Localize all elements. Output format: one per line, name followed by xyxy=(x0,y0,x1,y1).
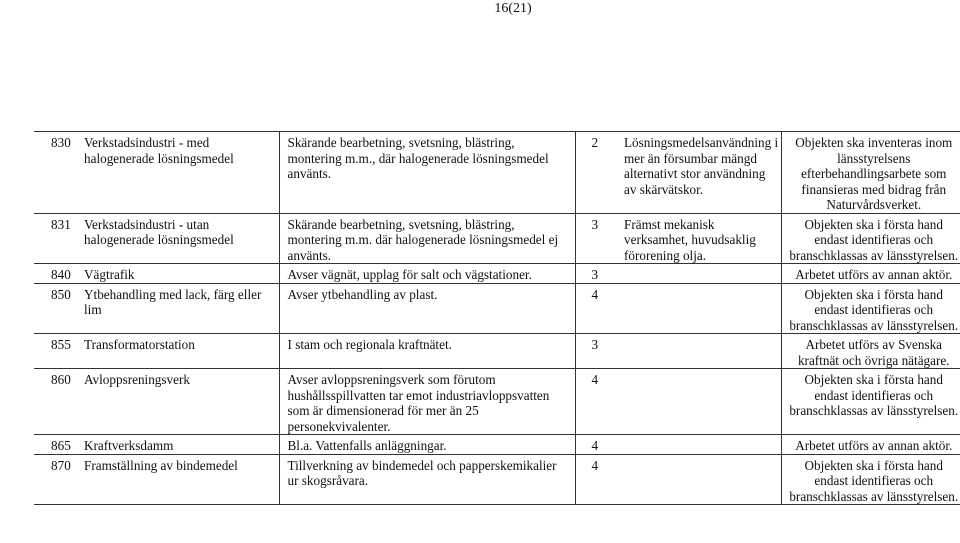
comment: Objekten ska i första hand endast identifieras och branschklassas av länsstyrelsen. xyxy=(781,283,960,334)
table-row xyxy=(34,283,960,334)
risk-class: 4 xyxy=(575,454,616,505)
risk-cause xyxy=(616,369,781,435)
branch-name: Verkstadsindustri - utan halogenerade lösningsmedel xyxy=(82,213,279,264)
branch-description: Avser ytbehandling av plast. xyxy=(279,283,575,334)
comment: Arbetet utförs av Svenska kraftnät och övriga nätägare. xyxy=(781,334,960,369)
branch-code: 860 xyxy=(34,369,82,435)
table-row xyxy=(34,454,960,505)
branch-code: 870 xyxy=(34,454,82,505)
comment: Objekten ska i första hand endast identifieras och branschklassas av länsstyrelsen. xyxy=(781,369,960,435)
risk-cause xyxy=(616,435,781,455)
branch-name: Avloppsreningsverk xyxy=(82,369,279,435)
risk-cause xyxy=(616,454,781,505)
risk-cause: Främst mekanisk verksamhet, huvudsaklig förorening olja. xyxy=(616,213,781,264)
risk-cause xyxy=(616,264,781,284)
page-number: 16(21) xyxy=(494,1,532,16)
comment: Arbetet utförs av annan aktör. xyxy=(781,264,960,284)
branch-description: Skärande bearbetning, svetsning, blästring, montering m.m. där halogenerade lösningsmedel ej använts. xyxy=(279,213,575,264)
risk-class: 4 xyxy=(575,435,616,455)
risk-cause xyxy=(616,283,781,334)
branch-classification-table xyxy=(34,131,960,505)
branch-code: 830 xyxy=(34,132,82,214)
branch-description: Avser vägnät, upplag för salt och vägstationer. xyxy=(279,264,575,284)
branch-description: Tillverkning av bindemedel och papperskemikalier ur skogsråvara. xyxy=(279,454,575,505)
table-row xyxy=(34,435,960,455)
risk-class: 4 xyxy=(575,283,616,334)
branch-name: Framställning av bindemedel xyxy=(82,454,279,505)
branch-description: Skärande bearbetning, svetsning, blästring, montering m.m., där halogenerade lösningsmedel använts. xyxy=(279,132,575,214)
risk-class: 3 xyxy=(575,264,616,284)
branch-code: 831 xyxy=(34,213,82,264)
comment: Objekten ska inventeras inom länsstyrelsens efterbehandlingsarbete som finansieras med bidrag från Naturvårdsverket. xyxy=(781,132,960,214)
branch-name: Vägtrafik xyxy=(82,264,279,284)
branch-description: I stam och regionala kraftnätet. xyxy=(279,334,575,369)
branch-description: Bl.a. Vattenfalls anläggningar. xyxy=(279,435,575,455)
branch-code: 865 xyxy=(34,435,82,455)
risk-cause xyxy=(616,334,781,369)
branch-name: Transformatorstation xyxy=(82,334,279,369)
branch-name: Ytbehandling med lack, färg eller lim xyxy=(82,283,279,334)
risk-class: 2 xyxy=(575,132,616,214)
table-row xyxy=(34,369,960,435)
risk-class: 3 xyxy=(575,334,616,369)
comment: Objekten ska i första hand endast identifieras och branschklassas av länsstyrelsen. xyxy=(781,213,960,264)
table-row xyxy=(34,132,960,214)
branch-description: Avser avloppsreningsverk som förutom hushållsspillvatten tar emot industriavloppsvatten som är dimensionerad för mer än 25 personekvivalenter. xyxy=(279,369,575,435)
branch-code: 840 xyxy=(34,264,82,284)
risk-cause: Lösningsmedelsanvändning i mer än försumbar mängd alternativt stor användning av skärvätskor. xyxy=(616,132,781,214)
table-row xyxy=(34,334,960,369)
branch-code: 855 xyxy=(34,334,82,369)
table-row xyxy=(34,213,960,264)
branch-code: 850 xyxy=(34,283,82,334)
comment: Arbetet utförs av annan aktör. xyxy=(781,435,960,455)
branch-name: Kraftverksdamm xyxy=(82,435,279,455)
branch-name: Verkstadsindustri - med halogenerade lösningsmedel xyxy=(82,132,279,214)
risk-class: 3 xyxy=(575,213,616,264)
risk-class: 4 xyxy=(575,369,616,435)
table-row xyxy=(34,264,960,284)
comment: Objekten ska i första hand endast identifieras och branschklassas av länsstyrelsen. xyxy=(781,454,960,505)
